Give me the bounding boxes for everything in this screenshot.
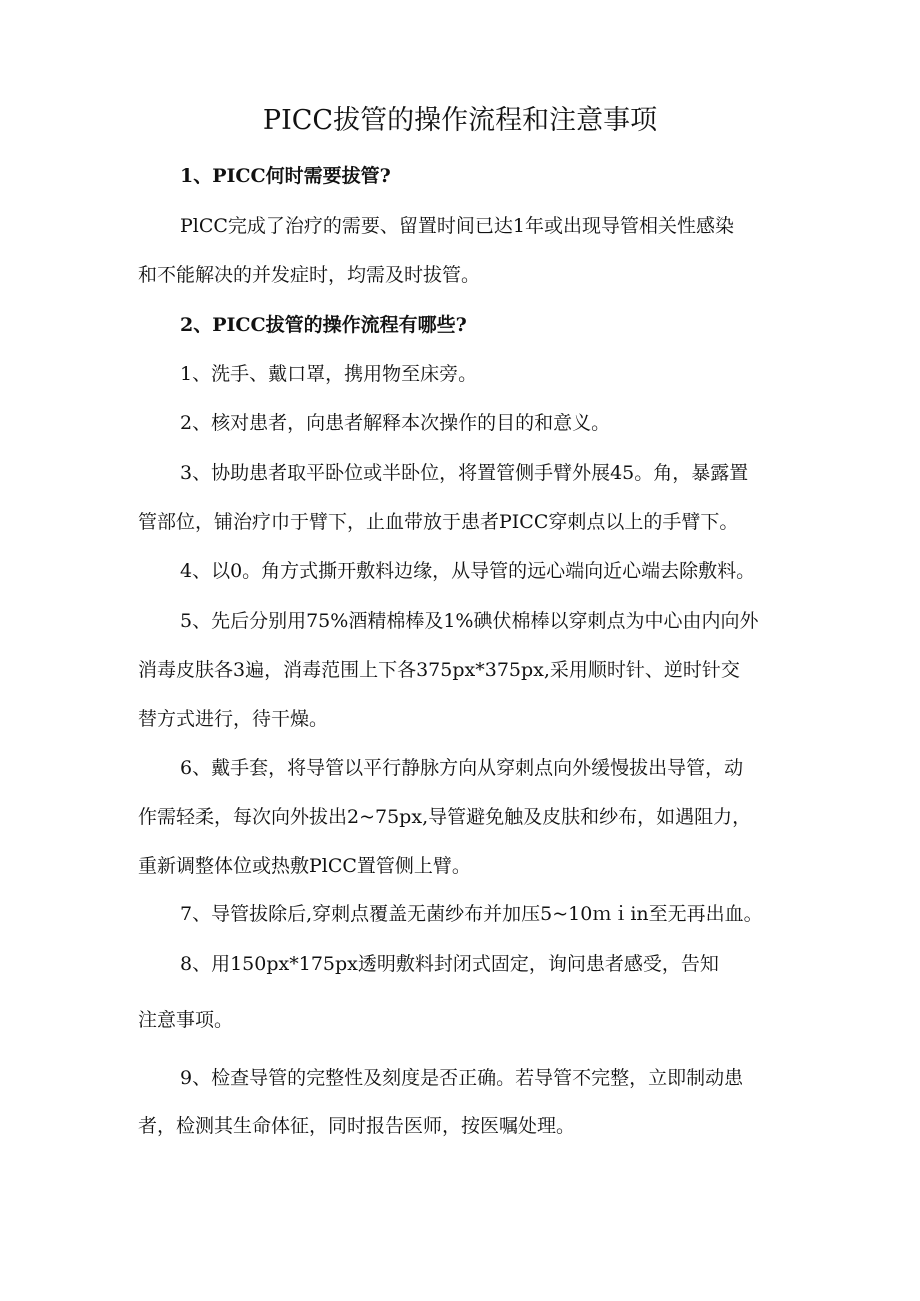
step-6-line: 作需轻柔，每次向外拔出2~75px,导管避免触及皮肤和纱布，如遇阻力， <box>138 806 752 828</box>
step-3-line: 管部位，铺治疗巾于臂下，止血带放于患者PICC穿刺点以上的手臂下。 <box>138 511 739 533</box>
document-title: PICC拔管的操作流程和注意事项 <box>262 105 658 136</box>
paragraph-line: PlCC完成了治疗的需要、留置时间已达1年或出现导管相关性感染 <box>180 215 735 237</box>
section-heading-procedure: 2、PICC拔管的操作流程有哪些? <box>180 314 467 336</box>
step-6-line: 重新调整体位或热敷PlCC置管侧上臂。 <box>138 855 471 877</box>
step-1-line: 1、洗手、戴口罩，携用物至床旁。 <box>180 363 478 385</box>
step-8-line: 8、用150px*175px透明敷料封闭式固定，询问患者感受，告知 <box>180 953 719 975</box>
step-9-line: 者，检测其生命体征，同时报告医师，按医嘱处理。 <box>138 1115 576 1137</box>
step-9-line: 9、检查导管的完整性及刻度是否正确。若导管不完整，立即制动患 <box>180 1067 744 1089</box>
step-6-line: 6、戴手套，将导管以平行静脉方向从穿刺点向外缓慢拔出导管，动 <box>180 757 744 779</box>
step-5-line: 5、先后分别用75%酒精棉棒及1%碘伏棉棒以穿刺点为中心由内向外 <box>180 610 759 632</box>
section-heading-when: 1、PICC何时需要拔管? <box>180 165 391 187</box>
step-5-line: 替方式进行，待干燥。 <box>138 708 329 730</box>
step-2-line: 2、核对患者，向患者解释本次操作的目的和意义。 <box>180 412 611 434</box>
step-7-line: 7、导管拔除后,穿刺点覆盖无菌纱布并加压5~10ｍｉin至无再出血。 <box>180 903 763 925</box>
paragraph-line: 和不能解决的并发症时，均需及时拔管。 <box>138 264 481 286</box>
step-8-line: 注意事项。 <box>138 1009 234 1031</box>
step-4-line: 4、以0。角方式撕开敷料边缘，从导管的远心端向近心端去除敷料。 <box>180 560 756 582</box>
step-3-line: 3、协助患者取平卧位或半卧位，将置管侧手臂外展45。角，暴露置 <box>180 462 749 484</box>
step-5-line: 消毒皮肤各3遍，消毒范围上下各375px*375px,采用顺时针、逆时针交 <box>138 659 740 681</box>
